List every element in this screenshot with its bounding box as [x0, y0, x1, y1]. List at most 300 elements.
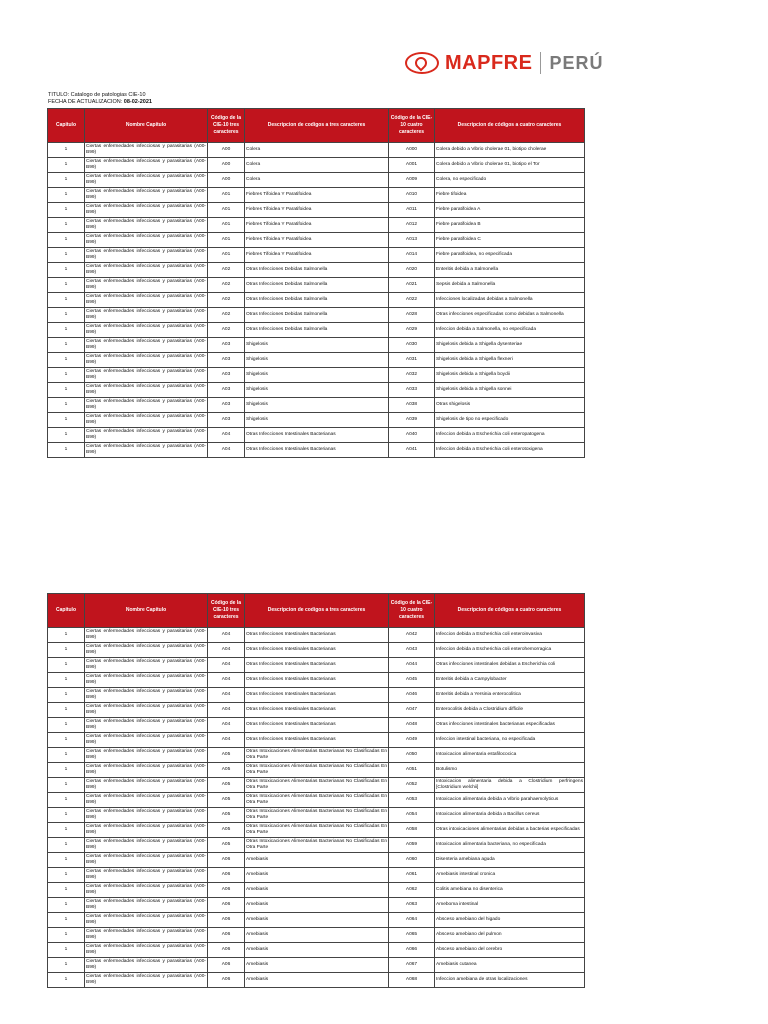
code3-description-cell: Otras Intoxicaciones Alimentarias Bacterianas No Clasificadas En Otra Parte [245, 793, 389, 808]
code4-description-cell: Absceso amebiano del pulmon [435, 928, 585, 943]
column-header: Descripcion de códigos a cuatro caracteres [435, 594, 585, 628]
chapter-name-cell: Ciertas enfermedades infecciosas y parasitarias (A00-B99) [85, 703, 208, 718]
code3-cell: A01 [208, 203, 245, 218]
code3-description-cell: Otras Infecciones Intestinales Bacterianas [245, 628, 389, 643]
chapter-cell: 1 [48, 218, 85, 233]
table-row [48, 158, 585, 173]
code4-description-cell: Sepsis debida a Salmonella [435, 278, 585, 293]
code3-cell: A02 [208, 293, 245, 308]
chapter-cell: 1 [48, 413, 85, 428]
code3-description-cell: Shigelosis [245, 338, 389, 353]
code3-description-cell: Otras Intoxicaciones Alimentarias Bacterianas No Clasificadas En Otra Parte [245, 838, 389, 853]
column-header: Descripcion de codigos a tres caracteres [245, 594, 389, 628]
code3-description-cell: Otras Intoxicaciones Alimentarias Bacterianas No Clasificadas En Otra Parte [245, 808, 389, 823]
code4-description-cell: Otras infecciones especificadas como debidas a Salmonella [435, 308, 585, 323]
code4-description-cell: Shigelosis debida a Shigella flexneri [435, 353, 585, 368]
code3-description-cell: Otras Intoxicaciones Alimentarias Bacterianas No Clasificadas En Otra Parte [245, 778, 389, 793]
chapter-cell: 1 [48, 808, 85, 823]
code3-description-cell: Amebiasis [245, 853, 389, 868]
chapter-cell: 1 [48, 718, 85, 733]
chapter-name-cell: Ciertas enfermedades infecciosas y parasitarias (A00-B99) [85, 628, 208, 643]
table-row [48, 868, 585, 883]
chapter-cell: 1 [48, 703, 85, 718]
chapter-cell: 1 [48, 428, 85, 443]
chapter-cell: 1 [48, 868, 85, 883]
code3-cell: A06 [208, 943, 245, 958]
code4-description-cell: Colera, no especificado [435, 173, 585, 188]
logo-divider [540, 52, 541, 74]
table-row [48, 778, 585, 793]
table-row [48, 823, 585, 838]
code4-description-cell: Fiebre paratifoidea B [435, 218, 585, 233]
table-row [48, 673, 585, 688]
table-row [48, 718, 585, 733]
table-row [48, 913, 585, 928]
code3-description-cell: Colera [245, 143, 389, 158]
table-row [48, 898, 585, 913]
chapter-cell: 1 [48, 733, 85, 748]
code4-description-cell: Infeccion debida a Escherichia coli enterohemorragica [435, 643, 585, 658]
chapter-cell: 1 [48, 233, 85, 248]
chapter-name-cell: Ciertas enfermedades infecciosas y parasitarias (A00-B99) [85, 898, 208, 913]
code4-description-cell: Enterocolitis debida a Clostridium difficile [435, 703, 585, 718]
code4-description-cell: Enteritis debida a Yersinia enterocolitica [435, 688, 585, 703]
document-title: TITULO: Catalogo de patologias CIE-10 [48, 92, 146, 98]
code3-description-cell: Otras Infecciones Intestinales Bacterianas [245, 718, 389, 733]
code3-cell: A04 [208, 628, 245, 643]
chapter-cell: 1 [48, 278, 85, 293]
code4-description-cell: Fiebre paratifoidea C [435, 233, 585, 248]
chapter-cell: 1 [48, 323, 85, 338]
code4-description-cell: Otras infecciones intestinales debidas a Escherichia coli [435, 658, 585, 673]
code3-description-cell: Otras Infecciones Intestinales Bacterianas [245, 643, 389, 658]
code4-cell: A000 [389, 143, 435, 158]
chapter-name-cell: Ciertas enfermedades infecciosas y parasitarias (A00-B99) [85, 673, 208, 688]
chapter-name-cell: Ciertas enfermedades infecciosas y parasitarias (A00-B99) [85, 233, 208, 248]
document-meta [48, 92, 152, 106]
code4-cell: A010 [389, 188, 435, 203]
chapter-name-cell: Ciertas enfermedades infecciosas y parasitarias (A00-B99) [85, 958, 208, 973]
chapter-cell: 1 [48, 308, 85, 323]
chapter-cell: 1 [48, 643, 85, 658]
chapter-cell: 1 [48, 673, 85, 688]
code4-description-cell: Shigelosis debida a Shigella sonnei [435, 383, 585, 398]
chapter-cell: 1 [48, 353, 85, 368]
code4-cell: A033 [389, 383, 435, 398]
code4-cell: A050 [389, 748, 435, 763]
chapter-name-cell: Ciertas enfermedades infecciosas y parasitarias (A00-B99) [85, 353, 208, 368]
column-header: Capitulo [48, 594, 85, 628]
chapter-name-cell: Ciertas enfermedades infecciosas y parasitarias (A00-B99) [85, 308, 208, 323]
table-row [48, 383, 585, 398]
table-row [48, 173, 585, 188]
code4-description-cell: Infecciones localizadas debidas a Salmonella [435, 293, 585, 308]
code4-cell: A067 [389, 958, 435, 973]
code4-cell: A061 [389, 868, 435, 883]
chapter-cell: 1 [48, 383, 85, 398]
table-row [48, 853, 585, 868]
update-label: FECHA DE ACTUALIZACION: [48, 99, 123, 105]
chapter-name-cell: Ciertas enfermedades infecciosas y parasitarias (A00-B99) [85, 928, 208, 943]
chapter-name-cell: Ciertas enfermedades infecciosas y parasitarias (A00-B99) [85, 643, 208, 658]
code4-description-cell: Botulismo [435, 763, 585, 778]
code4-description-cell: Disenteria amebiana aguda [435, 853, 585, 868]
update-date: 08-02-2021 [123, 99, 152, 105]
code4-cell: A066 [389, 943, 435, 958]
code4-description-cell: Shigelosis debida a Shigella boydii [435, 368, 585, 383]
chapter-cell: 1 [48, 203, 85, 218]
chapter-cell: 1 [48, 188, 85, 203]
code4-cell: A040 [389, 428, 435, 443]
code3-description-cell: Amebiasis [245, 943, 389, 958]
code3-description-cell: Amebiasis [245, 913, 389, 928]
code3-cell: A04 [208, 658, 245, 673]
code3-cell: A04 [208, 643, 245, 658]
code3-cell: A01 [208, 248, 245, 263]
chapter-cell: 1 [48, 158, 85, 173]
chapter-name-cell: Ciertas enfermedades infecciosas y parasitarias (A00-B99) [85, 263, 208, 278]
table-row [48, 398, 585, 413]
code3-cell: A01 [208, 218, 245, 233]
chapter-name-cell: Ciertas enfermedades infecciosas y parasitarias (A00-B99) [85, 203, 208, 218]
code3-description-cell: Otras Infecciones Intestinales Bacterianas [245, 443, 389, 458]
code4-cell: A043 [389, 643, 435, 658]
chapter-cell: 1 [48, 248, 85, 263]
code3-cell: A05 [208, 838, 245, 853]
code4-cell: A009 [389, 173, 435, 188]
code4-description-cell: Colera debido a Vibrio cholerae 01, biotipo cholerae [435, 143, 585, 158]
code3-cell: A00 [208, 173, 245, 188]
code3-cell: A04 [208, 718, 245, 733]
code3-cell: A05 [208, 793, 245, 808]
code4-description-cell: Infeccion intestinal bacteriana, no especificada [435, 733, 585, 748]
chapter-name-cell: Ciertas enfermedades infecciosas y parasitarias (A00-B99) [85, 173, 208, 188]
code4-cell: A011 [389, 203, 435, 218]
code3-description-cell: Shigelosis [245, 413, 389, 428]
code4-cell: A065 [389, 928, 435, 943]
code3-description-cell: Otras Infecciones Debidas Salmonella [245, 308, 389, 323]
code3-description-cell: Amebiasis [245, 973, 389, 988]
table-row [48, 413, 585, 428]
chapter-name-cell: Ciertas enfermedades infecciosas y parasitarias (A00-B99) [85, 293, 208, 308]
code3-description-cell: Amebiasis [245, 883, 389, 898]
code4-cell: A062 [389, 883, 435, 898]
column-header: Descripcion de codigos a tres caracteres [245, 109, 389, 143]
code4-cell: A047 [389, 703, 435, 718]
pathology-table-2 [47, 593, 585, 988]
chapter-cell: 1 [48, 338, 85, 353]
code4-description-cell: Shigelosis debida a Shigella dysenteriae [435, 338, 585, 353]
chapter-cell: 1 [48, 628, 85, 643]
chapter-name-cell: Ciertas enfermedades infecciosas y parasitarias (A00-B99) [85, 943, 208, 958]
code4-cell: A032 [389, 368, 435, 383]
chapter-name-cell: Ciertas enfermedades infecciosas y parasitarias (A00-B99) [85, 398, 208, 413]
chapter-name-cell: Ciertas enfermedades infecciosas y parasitarias (A00-B99) [85, 823, 208, 838]
chapter-cell: 1 [48, 853, 85, 868]
code3-description-cell: Fiebres Tifoidea Y Paratifoidea [245, 203, 389, 218]
code4-description-cell: Intoxicacion alimentaria debida a Vibrio parahaemolyticus [435, 793, 585, 808]
chapter-name-cell: Ciertas enfermedades infecciosas y parasitarias (A00-B99) [85, 443, 208, 458]
code3-description-cell: Otras Infecciones Intestinales Bacterianas [245, 688, 389, 703]
table-header-row [48, 109, 585, 143]
code3-cell: A02 [208, 278, 245, 293]
code3-description-cell: Otras Infecciones Intestinales Bacterianas [245, 658, 389, 673]
table-row [48, 703, 585, 718]
code4-description-cell: Enteritis debida a Campylobacter [435, 673, 585, 688]
column-header: Nombre Capitulo [85, 594, 208, 628]
table-row [48, 688, 585, 703]
code3-description-cell: Shigelosis [245, 368, 389, 383]
code3-cell: A00 [208, 158, 245, 173]
code3-cell: A04 [208, 703, 245, 718]
code3-description-cell: Fiebres Tifoidea Y Paratifoidea [245, 218, 389, 233]
code4-cell: A014 [389, 248, 435, 263]
code3-description-cell: Shigelosis [245, 383, 389, 398]
code4-description-cell: Intoxicacion alimentaria debida a Bacillus cereus [435, 808, 585, 823]
code4-cell: A042 [389, 628, 435, 643]
chapter-cell: 1 [48, 973, 85, 988]
table-row [48, 353, 585, 368]
code4-cell: A045 [389, 673, 435, 688]
table-row [48, 233, 585, 248]
table-row [48, 293, 585, 308]
table-body [48, 628, 585, 988]
table-row [48, 203, 585, 218]
code3-description-cell: Amebiasis [245, 898, 389, 913]
chapter-cell: 1 [48, 763, 85, 778]
chapter-name-cell: Ciertas enfermedades infecciosas y parasitarias (A00-B99) [85, 793, 208, 808]
table-body [48, 143, 585, 458]
code4-cell: A021 [389, 278, 435, 293]
chapter-name-cell: Ciertas enfermedades infecciosas y parasitarias (A00-B99) [85, 733, 208, 748]
code4-cell: A053 [389, 793, 435, 808]
code4-description-cell: Fiebre paratifoidea, no especificada [435, 248, 585, 263]
column-header: Código de la CIE-10 cuatro caracteres [389, 109, 435, 143]
chapter-cell: 1 [48, 823, 85, 838]
code4-description-cell: Ameboma intestinal [435, 898, 585, 913]
chapter-name-cell: Ciertas enfermedades infecciosas y parasitarias (A00-B99) [85, 913, 208, 928]
table-row [48, 928, 585, 943]
chapter-cell: 1 [48, 398, 85, 413]
chapter-name-cell: Ciertas enfermedades infecciosas y parasitarias (A00-B99) [85, 688, 208, 703]
table-row [48, 628, 585, 643]
code3-cell: A04 [208, 673, 245, 688]
code4-cell: A063 [389, 898, 435, 913]
column-header: Código de la CIE-10 tres caracteres [208, 594, 245, 628]
chapter-cell: 1 [48, 658, 85, 673]
code4-cell: A029 [389, 323, 435, 338]
code4-cell: A046 [389, 688, 435, 703]
code3-cell: A04 [208, 428, 245, 443]
code4-description-cell: Infeccion debida a Escherichia coli enteroinvasiva [435, 628, 585, 643]
chapter-name-cell: Ciertas enfermedades infecciosas y parasitarias (A00-B99) [85, 763, 208, 778]
code4-cell: A060 [389, 853, 435, 868]
code3-description-cell: Otras Infecciones Debidas Salmonella [245, 323, 389, 338]
chapter-cell: 1 [48, 838, 85, 853]
table-row [48, 143, 585, 158]
chapter-name-cell: Ciertas enfermedades infecciosas y parasitarias (A00-B99) [85, 248, 208, 263]
code4-description-cell: Absceso amebiano del cerebro [435, 943, 585, 958]
column-header: Descripcion de códigos a cuatro caracteres [435, 109, 585, 143]
code3-cell: A04 [208, 733, 245, 748]
chapter-name-cell: Ciertas enfermedades infecciosas y parasitarias (A00-B99) [85, 143, 208, 158]
table-row [48, 733, 585, 748]
code3-cell: A06 [208, 928, 245, 943]
code4-description-cell: Intoxicacion alimentaria debida a Clostridium perfringens [Clostridium welchii] [435, 778, 585, 793]
brand-country: PERÚ [549, 52, 604, 73]
chapter-cell: 1 [48, 793, 85, 808]
chapter-name-cell: Ciertas enfermedades infecciosas y parasitarias (A00-B99) [85, 188, 208, 203]
code3-cell: A06 [208, 913, 245, 928]
code3-cell: A05 [208, 763, 245, 778]
code3-description-cell: Shigelosis [245, 398, 389, 413]
code3-cell: A03 [208, 368, 245, 383]
chapter-cell: 1 [48, 688, 85, 703]
chapter-name-cell: Ciertas enfermedades infecciosas y parasitarias (A00-B99) [85, 853, 208, 868]
code3-cell: A06 [208, 853, 245, 868]
chapter-cell: 1 [48, 293, 85, 308]
chapter-name-cell: Ciertas enfermedades infecciosas y parasitarias (A00-B99) [85, 883, 208, 898]
chapter-name-cell: Ciertas enfermedades infecciosas y parasitarias (A00-B99) [85, 278, 208, 293]
code4-description-cell: Colera debido a Vibrio cholerae 01, biotipo el Tor [435, 158, 585, 173]
chapter-cell: 1 [48, 143, 85, 158]
column-header: Código de la CIE-10 tres caracteres [208, 109, 245, 143]
table-row [48, 793, 585, 808]
chapter-name-cell: Ciertas enfermedades infecciosas y parasitarias (A00-B99) [85, 838, 208, 853]
code3-cell: A06 [208, 868, 245, 883]
code4-cell: A044 [389, 658, 435, 673]
code4-description-cell: Infeccion debida a Escherichia coli enterotoxigena [435, 443, 585, 458]
chapter-name-cell: Ciertas enfermedades infecciosas y parasitarias (A00-B99) [85, 973, 208, 988]
code3-cell: A02 [208, 308, 245, 323]
code4-cell: A038 [389, 398, 435, 413]
table-row [48, 748, 585, 763]
code4-description-cell: Infeccion debida a Escherichia coli enteropatogena [435, 428, 585, 443]
table-row [48, 958, 585, 973]
code4-description-cell: Fiebre tifoidea [435, 188, 585, 203]
chapter-cell: 1 [48, 263, 85, 278]
chapter-cell: 1 [48, 958, 85, 973]
chapter-cell: 1 [48, 778, 85, 793]
code4-description-cell: Intoxicacion alimentaria bacteriana, no especificada [435, 838, 585, 853]
chapter-cell: 1 [48, 928, 85, 943]
chapter-name-cell: Ciertas enfermedades infecciosas y parasitarias (A00-B99) [85, 413, 208, 428]
code3-description-cell: Otras Infecciones Intestinales Bacterianas [245, 703, 389, 718]
table-row [48, 338, 585, 353]
mapfre-logo-icon [405, 52, 439, 74]
code4-description-cell: Enteritis debida a Salmonella [435, 263, 585, 278]
table-header-row [48, 594, 585, 628]
code4-cell: A039 [389, 413, 435, 428]
code3-description-cell: Otras Infecciones Intestinales Bacterianas [245, 428, 389, 443]
chapter-cell: 1 [48, 913, 85, 928]
code3-description-cell: Otras Infecciones Debidas Salmonella [245, 293, 389, 308]
chapter-name-cell: Ciertas enfermedades infecciosas y parasitarias (A00-B99) [85, 868, 208, 883]
chapter-name-cell: Ciertas enfermedades infecciosas y parasitarias (A00-B99) [85, 383, 208, 398]
column-header: Código de la CIE-10 cuatro caracteres [389, 594, 435, 628]
code3-description-cell: Fiebres Tifoidea Y Paratifoidea [245, 233, 389, 248]
code4-cell: A049 [389, 733, 435, 748]
column-header: Nombre Capitulo [85, 109, 208, 143]
table-row [48, 883, 585, 898]
chapter-name-cell: Ciertas enfermedades infecciosas y parasitarias (A00-B99) [85, 323, 208, 338]
table-row [48, 658, 585, 673]
chapter-cell: 1 [48, 443, 85, 458]
chapter-name-cell: Ciertas enfermedades infecciosas y parasitarias (A00-B99) [85, 658, 208, 673]
code3-cell: A06 [208, 883, 245, 898]
table-row [48, 218, 585, 233]
code4-cell: A012 [389, 218, 435, 233]
code4-cell: A020 [389, 263, 435, 278]
table-row [48, 323, 585, 338]
code3-cell: A03 [208, 398, 245, 413]
code4-cell: A058 [389, 823, 435, 838]
code4-cell: A068 [389, 973, 435, 988]
table-row [48, 428, 585, 443]
table-row [48, 278, 585, 293]
table-row [48, 368, 585, 383]
chapter-name-cell: Ciertas enfermedades infecciosas y parasitarias (A00-B99) [85, 748, 208, 763]
code4-description-cell: Infeccion amebiana de otras localizaciones [435, 973, 585, 988]
table-row [48, 443, 585, 458]
code3-cell: A06 [208, 973, 245, 988]
code3-cell: A02 [208, 263, 245, 278]
code3-cell: A06 [208, 898, 245, 913]
table-row [48, 763, 585, 778]
code4-description-cell: Fiebre paratifoidea A [435, 203, 585, 218]
code3-description-cell: Otras Intoxicaciones Alimentarias Bacterianas No Clasificadas En Otra Parte [245, 763, 389, 778]
code3-description-cell: Amebiasis [245, 868, 389, 883]
chapter-name-cell: Ciertas enfermedades infecciosas y parasitarias (A00-B99) [85, 428, 208, 443]
code3-description-cell: Otras Infecciones Intestinales Bacterianas [245, 673, 389, 688]
code4-description-cell: Colitis amebiana no disenterica [435, 883, 585, 898]
code4-cell: A051 [389, 763, 435, 778]
table-row [48, 263, 585, 278]
update-line [48, 99, 152, 106]
code3-description-cell: Amebiasis [245, 928, 389, 943]
code4-cell: A052 [389, 778, 435, 793]
pathology-table-1 [47, 108, 585, 458]
chapter-cell: 1 [48, 898, 85, 913]
table-row [48, 308, 585, 323]
code4-description-cell: Otras intoxicaciones alimentarias debidas a bacterias especificadas [435, 823, 585, 838]
code4-description-cell: Shigelosis de tipo no especificado [435, 413, 585, 428]
code4-cell: A048 [389, 718, 435, 733]
code3-description-cell: Amebiasis [245, 958, 389, 973]
code3-description-cell: Shigelosis [245, 353, 389, 368]
code3-cell: A05 [208, 778, 245, 793]
code3-cell: A05 [208, 808, 245, 823]
code4-description-cell: Infeccion debida a Salmonella, no especificada [435, 323, 585, 338]
chapter-name-cell: Ciertas enfermedades infecciosas y parasitarias (A00-B99) [85, 718, 208, 733]
code3-description-cell: Fiebres Tifoidea Y Paratifoidea [245, 248, 389, 263]
column-header: Capitulo [48, 109, 85, 143]
chapter-name-cell: Ciertas enfermedades infecciosas y parasitarias (A00-B99) [85, 368, 208, 383]
code3-cell: A03 [208, 413, 245, 428]
code3-cell: A03 [208, 338, 245, 353]
code3-cell: A05 [208, 823, 245, 838]
chapter-name-cell: Ciertas enfermedades infecciosas y parasitarias (A00-B99) [85, 158, 208, 173]
code3-description-cell: Otras Infecciones Debidas Salmonella [245, 263, 389, 278]
chapter-name-cell: Ciertas enfermedades infecciosas y parasitarias (A00-B99) [85, 808, 208, 823]
table-row [48, 808, 585, 823]
code3-description-cell: Colera [245, 158, 389, 173]
table-row [48, 838, 585, 853]
chapter-cell: 1 [48, 173, 85, 188]
table-row [48, 188, 585, 203]
code4-cell: A030 [389, 338, 435, 353]
chapter-cell: 1 [48, 943, 85, 958]
